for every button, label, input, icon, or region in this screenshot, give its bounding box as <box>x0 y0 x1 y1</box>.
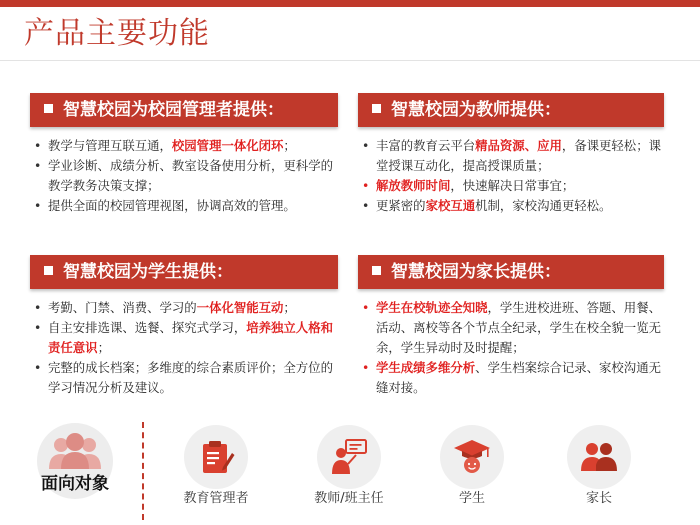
audience-parent <box>559 425 639 509</box>
list-item: • 学生成绩多维分析、学生档案综合记录、家校沟通无缝对接。 <box>358 358 664 398</box>
list-item: • 更紧密的家校互通机制，家校沟通更轻松。 <box>358 196 664 216</box>
top-accent-bar <box>0 0 700 7</box>
square-bullet-icon <box>44 266 53 275</box>
audience-label: 学生 <box>458 491 485 506</box>
square-bullet-icon <box>44 104 53 113</box>
panel-student <box>30 255 338 398</box>
panel-teacher-title: 智慧校园为教师提供： <box>391 100 561 120</box>
list-item: • 提供全面的校园管理视图，协调高效的管理。 <box>30 196 338 216</box>
panel-student-title: 智慧校园为学生提供： <box>63 262 233 282</box>
panel-teacher <box>358 93 664 216</box>
target-audience <box>32 423 118 499</box>
list-item: • 教学与管理互联互通，校园管理一体化闭环； <box>30 136 338 156</box>
square-bullet-icon <box>372 266 381 275</box>
panel-admin-header <box>30 93 338 127</box>
audience-teacher <box>309 425 389 509</box>
audience-label: 教师/班主任 <box>314 491 384 506</box>
list-item: • 丰富的教育云平台精品资源、应用，备课更轻松；课堂授课互动化，提高授课质量； <box>358 136 664 176</box>
audience-divider <box>142 422 144 520</box>
audience-label: 教育管理者 <box>183 491 249 506</box>
panel-admin-title: 智慧校园为校园管理者提供： <box>63 100 284 120</box>
audience-admin <box>176 425 256 509</box>
audience-label: 家长 <box>585 491 612 506</box>
audience-student <box>432 425 512 509</box>
panel-admin <box>30 93 338 216</box>
panel-admin-list <box>30 136 338 216</box>
panel-teacher-header <box>358 93 664 127</box>
list-item: • 解放教师时间，快速解决日常事宜； <box>358 176 664 196</box>
panel-parent <box>358 255 664 398</box>
list-item: • 完整的成长档案；多维度的综合素质评价；全方位的学习情况分析及建议。 <box>30 358 338 398</box>
list-item: • 学生在校轨迹全知晓，学生进校进班、答题、用餐、活动、离校等各个节点全纪录，学生在校全貌一览无余，学生异动时及时提醒； <box>358 298 664 358</box>
panel-teacher-list <box>358 136 664 216</box>
parents-icon <box>578 437 620 477</box>
graduation-cap-icon <box>452 437 492 477</box>
clipboard-icon <box>196 437 236 477</box>
square-bullet-icon <box>372 104 381 113</box>
panel-parent-list <box>358 298 664 398</box>
list-item: • 学业诊断、成绩分析、教室设备使用分析，更科学的教学教务决策支撑； <box>30 156 338 196</box>
panel-student-list <box>30 298 338 398</box>
panel-student-header <box>30 255 338 289</box>
teacher-icon <box>329 437 369 477</box>
page-title: 产品主要功能 <box>24 16 210 51</box>
panel-parent-header <box>358 255 664 289</box>
list-item: • 考勤、门禁、消费、学习的一体化智能互动； <box>30 298 338 318</box>
list-item: • 自主安排选课、选餐、探究式学习，培养独立人格和责任意识； <box>30 318 338 358</box>
panel-parent-title: 智慧校园为家长提供： <box>391 262 561 282</box>
title-divider <box>0 60 700 61</box>
target-label: 面向对象 <box>41 474 109 494</box>
